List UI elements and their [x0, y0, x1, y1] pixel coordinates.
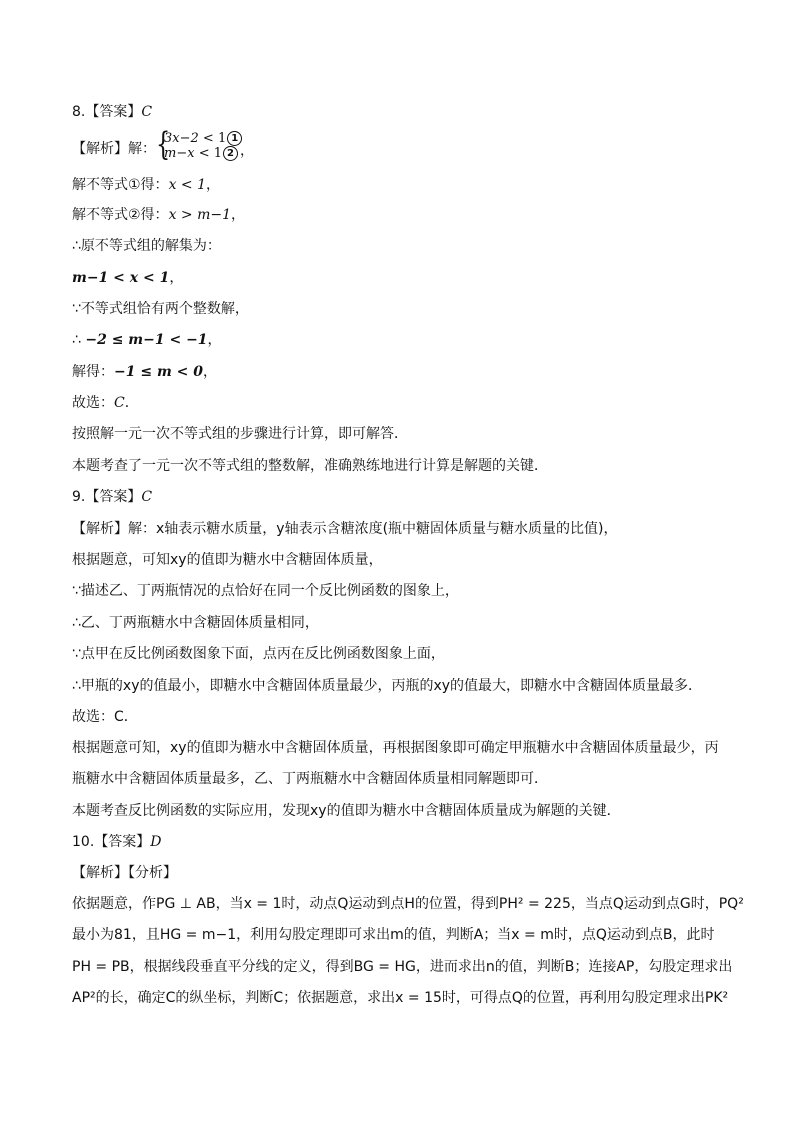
q10-answer-line — [72, 832, 162, 852]
q9-line: 根据题意可知，xy的值即为糖水中含糖固体质量，再根据图象即可确定甲瓶糖水中含糖固体质量最少，丙 — [72, 740, 719, 756]
q9-answer-line — [72, 487, 152, 507]
q9-line: ∵点甲在反比例函数图象下面，点丙在反比例函数图象上面， — [72, 646, 445, 662]
system-comma: ， — [240, 143, 254, 159]
q8-line: 解不等式①得：x < 1， — [72, 177, 220, 193]
q10-analysis-label: 【解析】【分析】 — [72, 865, 177, 881]
system-brace: { — [156, 125, 171, 163]
q10-line: AP²的长，确定C的纵坐标，判断C；依据题意，求出x = 15时，可得点Q的位置，再利用勾股定理求出PK² — [72, 990, 729, 1006]
q8-line: m−1 < x < 1， — [72, 270, 184, 286]
q9-line: ∴乙、丁两瓶糖水中含糖固体质量相同， — [72, 615, 319, 631]
q8-line: 按照解一元一次不等式组的步骤进行计算，即可解答． — [72, 426, 408, 442]
q8-line: 解不等式②得：x > m−1， — [72, 207, 246, 223]
circled-number-2: 2 — [223, 146, 238, 161]
inequality-2: m−x < 1 2 — [164, 146, 242, 161]
circled-number-1: 1 — [227, 131, 242, 146]
q9-line: 本题考查反比例函数的实际应用，发现xy的值即为糖水中含糖固体质量成为解题的关键． — [72, 803, 621, 819]
q9-line: 瓶糖水中含糖固体质量最多，乙、丁两瓶糖水中含糖固体质量相同解题即可． — [72, 771, 548, 787]
q8-line: 本题考查了一元一次不等式组的整数解，准确熟练地进行计算是解题的关键． — [72, 458, 548, 474]
q9-line: 【解析】解：x轴表示糖水质量，y轴表示含糖浓度(瓶中糖固体质量与糖水质量的比值)， — [72, 521, 618, 537]
q10-line: 最小为81，且HG = m−1，利用勾股定理即可求出m的值，判断A；当x = m时，点Q运动到点B，此时 — [72, 927, 715, 943]
q10-answer-value: D — [150, 834, 162, 850]
q9-line: 根据题意，可知xy的值即为糖水中含糖固体质量， — [72, 552, 383, 568]
q9-line: ∴甲瓶的xy的值最小，即糖水中含糖固体质量最少，丙瓶的xy的值最大，即糖水中含糖固体质量最多． — [72, 678, 703, 694]
q8-line: ∴原不等式组的解集为： — [72, 238, 221, 254]
q8-line: 解得：−1 ≤ m < 0， — [72, 364, 217, 380]
q9-line: 故选：C． — [72, 709, 138, 725]
q8-analysis-label: 【解析】 — [72, 141, 128, 157]
q9-answer-label: 9.【答案】 — [72, 489, 142, 505]
q8-answer-line — [72, 102, 152, 122]
q8-answer-label: 8.【答案】 — [72, 104, 142, 120]
inequality-1: 3x−2 < 1 1 — [164, 131, 242, 146]
q9-answer-value: C — [141, 489, 153, 505]
q10-line: PH = PB，根据线段垂直平分线的定义，得到BG = HG，进而求出n的值，判断B；连接AP，勾股定理求出 — [72, 959, 733, 975]
q10-line: 依据题意，作PG ⊥ AB，当x = 1时，动点Q运动到点H的位置，得到PH² = 225，当点Q运动到点G时，PQ² — [72, 896, 744, 912]
q8-answer-value: C — [141, 104, 153, 120]
q8-line: ∵不等式组恰有两个整数解， — [72, 301, 249, 317]
q8-solve-label: 解： — [128, 141, 156, 157]
q8-line: 故选：C． — [72, 395, 139, 411]
q9-line: ∵描述乙、丁两瓶情况的点恰好在同一个反比例函数的图象上， — [72, 583, 459, 599]
q8-line: ∴ −2 ≤ m−1 < −1， — [72, 332, 222, 348]
q10-answer-label: 10.【答案】 — [72, 834, 151, 850]
